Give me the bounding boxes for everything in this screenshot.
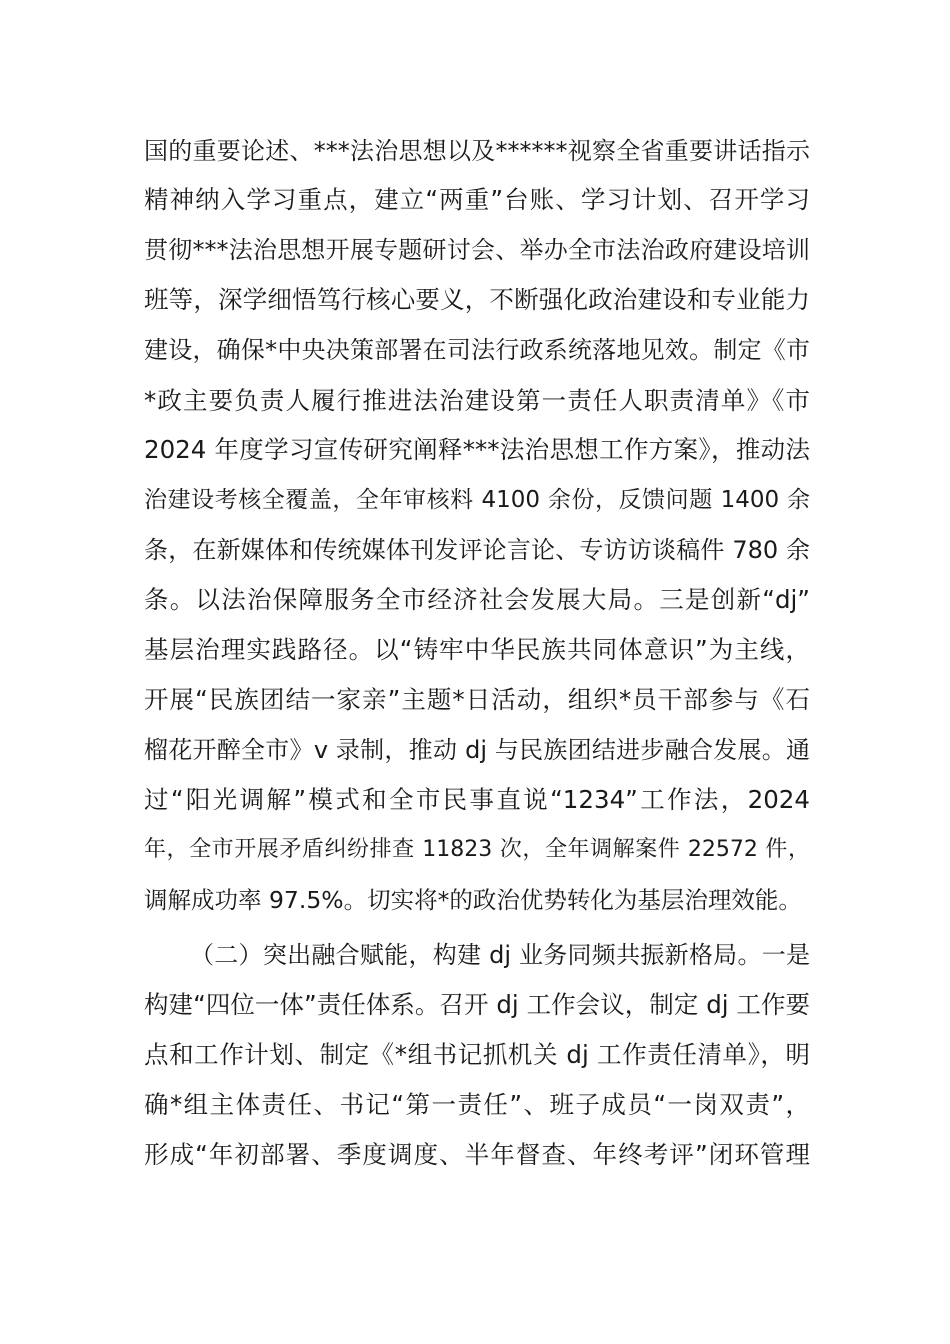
paragraph-line: 确*组主体责任、书记“第一责任”、班子成员“一岗双责”， xyxy=(144,1090,810,1119)
paragraph-line: 开展“民族团结一家亲”主题*日活动，组织*员干部参与《石 xyxy=(144,685,810,714)
paragraph-line: 条。以法治保障服务全市经济社会发展大局。三是创新“dj” xyxy=(144,585,810,614)
paragraph-line: 年，全市开展矛盾纠纷排查 11823 次，全年调解案件 22572 件， xyxy=(144,837,810,862)
paragraph-line: 形成“年初部署、季度调度、半年督查、年终考评”闭环管理 xyxy=(144,1140,810,1169)
paragraph-line: 治建设考核全覆盖，全年审核料 4100 余份，反馈问题 1400 余 xyxy=(144,487,810,513)
paragraph-line: 调解成功率 97.5%。切实将*的政治优势转化为基层治理效能。 xyxy=(144,886,802,914)
paragraph-line: *政主要负责人履行推进法治建设第一责任人职责清单》《市 xyxy=(144,386,810,415)
paragraph-line: 条，在新媒体和传统媒体刊发评论言论、专访访谈稿件 780 余 xyxy=(144,536,810,564)
paragraph-line: 精神纳入学习重点，建立“两重”台账、学习计划、召开学习 xyxy=(144,185,810,214)
paragraph-line: 构建“四位一体”责任体系。召开 dj 工作会议，制定 dj 工作要 xyxy=(144,990,810,1019)
paragraph-line: 榴花开醉全市》v 录制，推动 dj 与民族团结进步融合发展。通 xyxy=(144,736,810,764)
paragraph-line: 点和工作计划、制定《*组书记抓机关 dj 工作责任清单》，明 xyxy=(144,1040,810,1069)
paragraph-line: 过“阳光调解”模式和全市民事直说“1234”工作法，2024 xyxy=(144,785,810,814)
paragraph-line: 2024 年度学习宣传研究阐释***法治思想工作方案》，推动法 xyxy=(144,435,810,464)
paragraph-line: 国的重要论述、***法治思想以及******视察全省重要讲话指示 xyxy=(144,137,810,165)
paragraph-line: 班等，深学细悟笃行核心要义，不断强化政治建设和专业能力 xyxy=(144,285,810,314)
paragraph-line: 贯彻***法治思想开展专题研讨会、举办全市法治政府建设培训 xyxy=(144,236,810,264)
paragraph-line: 建设，确保*中央决策部署在司法行政系统落地见效。制定《市 xyxy=(144,336,810,364)
paragraph-line: 基层治理实践路径。以“铸牢中华民族共同体意识”为主线， xyxy=(144,635,810,664)
section-heading-line: （二）突出融合赋能，构建 dj 业务同频共振新格局。一是 xyxy=(190,941,810,969)
